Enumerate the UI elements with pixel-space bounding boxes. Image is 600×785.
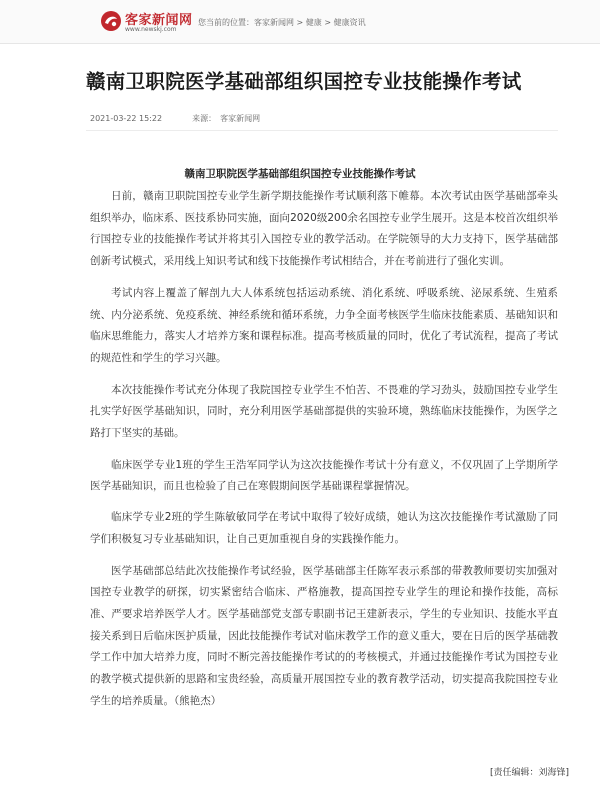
title-divider: [86, 130, 558, 131]
article-paragraph: 日前，赣南卫职院国控专业学生新学期技能操作考试顺利落下帷幕。本次考试由医学基础部牵头组织举办，临床系、医技系协同实施，面向2020级200余名国控专业学生展开。这是本校首次组织举行国控专业的技能操作考试并将其引入国控专业的教学活动。在学院领导的大力支持下，医学基础部创新考试模式，采用线上知识考试和线下技能操作考试相结合，并在考前进行了强化实训。: [90, 190, 558, 268]
article-paragraph: 考试内容上覆盖了解剖九大人体系统包括运动系统、消化系统、呼吸系统、泌尿系统、生殖系统、内分泌系统、免疫系统、神经系统和循环系统，力争全面考核医学生临床技能素质、基础知识和临床思维能力，落实人才培养方案和课程标准。提高考核质量的同时，优化了考试流程，提高了考试的规范性和学生的学习兴趣。: [90, 286, 558, 364]
article-paragraph: 临床学专业2班的学生陈敏敏同学在考试中取得了较好成绩，她认为这次技能操作考试激励了同学们积极复习专业基础知识，让自己更加重视自身的实践操作能力。: [90, 511, 558, 545]
breadcrumb-item-health-news[interactable]: 健康资讯: [333, 18, 366, 27]
breadcrumb-prefix: 您当前的位置：: [198, 18, 254, 27]
site-header: [0, 0, 600, 44]
logo-url-text: www.newskj.com: [125, 26, 177, 33]
site-logo[interactable]: [100, 8, 192, 36]
article-paragraph: 医学基础部总结此次技能操作考试经验，医学基础部主任陈军表示系部的带教教师要切实加强对国控专业教学的研探，切实紧密结合临床、严格施教，提高国控专业学生的理论和操作技能，高标准、严要求培养医学人才。医学基础部党支部专职副书记王建新表示，学生的专业知识、技能水平直接关系到日后临床医护质量，因此技能操作考试对临床教学工作的意义重大，要在日后的医学基础教学工作中加大培养力度，同时不断完善技能操作考试的的考核模式，并通过技能操作考试为国控专业的教学模式提供新的思路和宝贵经验，高质量开展国控专业的教育教学活动，切实提高我院国控专业学生的培养质量。（熊艳杰）: [90, 564, 558, 707]
logo-name: 客家新闻网: [125, 13, 193, 28]
article-title: 赣南卫职院医学基础部组织国控专业技能操作考试: [86, 70, 522, 93]
article-body: [90, 186, 558, 722]
source-label: 来源：: [192, 114, 217, 123]
article-paragraph: 本次技能操作考试充分体现了我院国控专业学生不怕苦、不畏难的学习劲头，鼓励国控专业学生扎实学好医学基础知识，同时，充分利用医学基础部提供的实验环境，熟练临床技能操作，为医学之路打下坚实的基础。: [90, 383, 558, 440]
article-meta: [90, 113, 260, 124]
breadcrumb-item-home[interactable]: 客家新闻网: [254, 18, 294, 27]
breadcrumb-separator: >: [294, 18, 306, 27]
breadcrumb-item-health[interactable]: 健康: [305, 18, 322, 27]
hakka-news-logo-icon: [100, 10, 122, 32]
breadcrumb-separator: >: [321, 18, 334, 27]
breadcrumb: [198, 17, 366, 28]
source-value: 客家新闻网: [220, 114, 261, 123]
article-paragraph: 临床医学专业1班的学生王浩军同学认为这次技能操作考试十分有意义，不仅巩固了上学期所学医学基础知识，而且也检验了自己在寒假期间医学基础课程掌握情况。: [90, 458, 558, 493]
responsible-editor: [责任编辑：刘海锋]: [490, 768, 570, 778]
article-sub-title: 赣南卫职院医学基础部组织国控专业技能操作考试: [184, 168, 416, 180]
publish-date: 2021-03-22 15:22: [90, 114, 163, 123]
